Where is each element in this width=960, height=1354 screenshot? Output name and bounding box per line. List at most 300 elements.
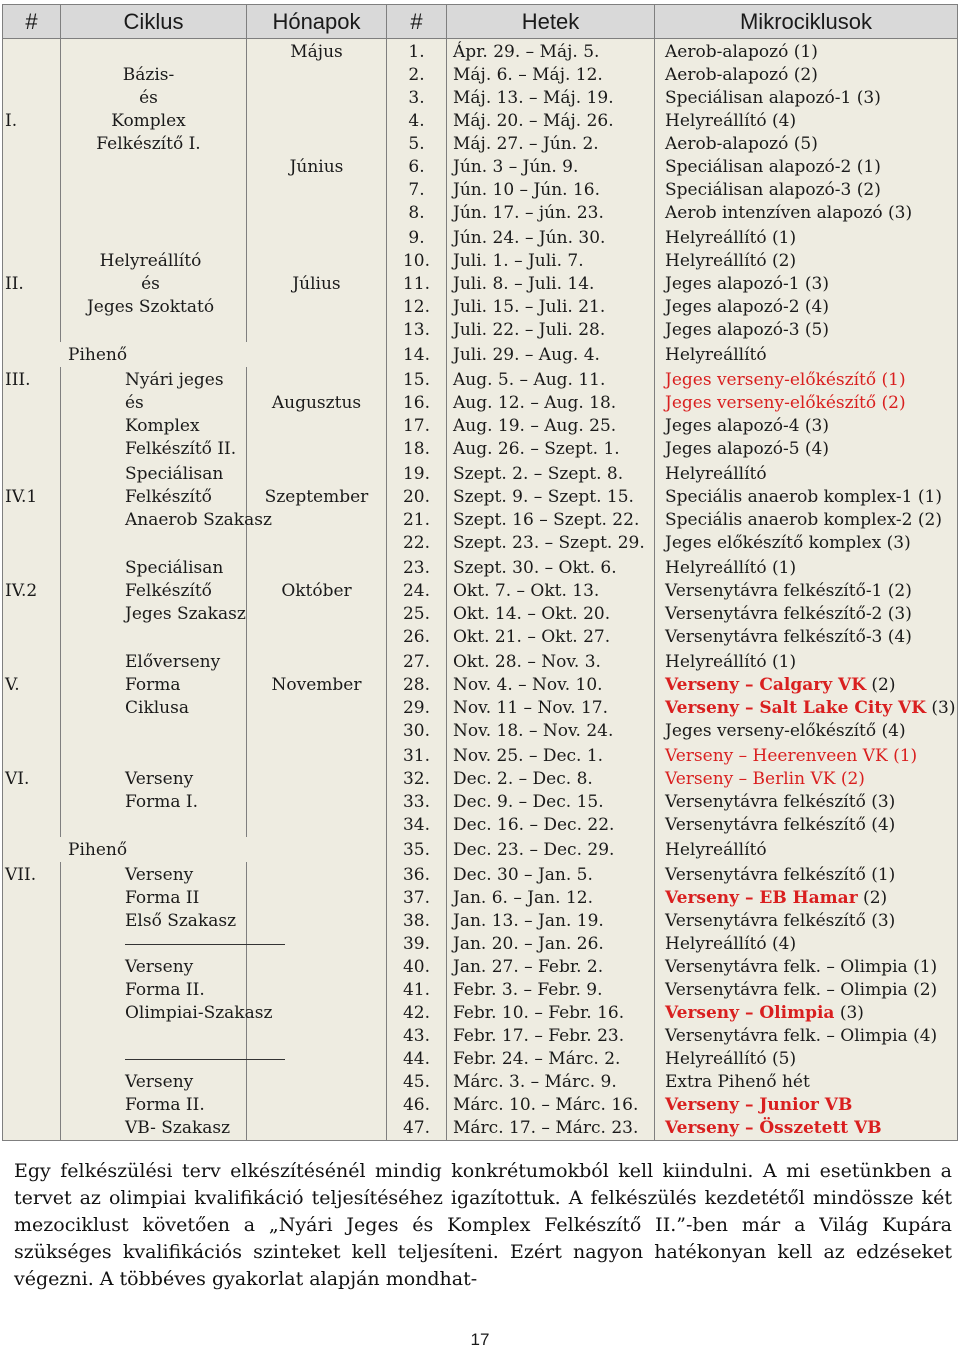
- microcycle-text: Verseny – Összetett VB: [665, 1118, 882, 1138]
- month-name: [247, 133, 386, 156]
- microcycle-text: Speciálisan alapozó-3 (2): [665, 180, 881, 200]
- microcycle-entry: [655, 64, 957, 87]
- rest-row: [3, 837, 958, 862]
- week-range: Szept. 16 – Szept. 22.: [453, 510, 640, 530]
- microcycle-text: Versenytávra felkészítő-2 (3): [665, 604, 912, 624]
- cycle-name-line: Speciálisan: [125, 464, 224, 484]
- week-range: Dec. 30 – Jan. 5.: [453, 865, 593, 885]
- week-range: Jún. 3 – Jún. 9.: [453, 157, 579, 177]
- week-range-cell: [447, 367, 655, 461]
- week-range: Szept. 9. – Szept. 15.: [453, 487, 634, 507]
- cycle-name-line: [61, 41, 246, 64]
- week-number: 22.: [402, 533, 431, 553]
- cycle-name-cell: [61, 367, 247, 461]
- cycle-number: IV.2: [5, 581, 38, 601]
- cycle-name-cell: [61, 649, 247, 743]
- week-range: Dec. 2. – Dec. 8.: [453, 769, 593, 789]
- month-name: November: [271, 675, 362, 695]
- rest-row: [3, 342, 958, 367]
- cycle-name-line: Verseny: [125, 769, 194, 789]
- cycle-number: III.: [5, 370, 31, 390]
- week-range: Márc. 17. – Márc. 23.: [453, 1118, 639, 1138]
- week-range: Szept. 30. – Okt. 6.: [453, 558, 617, 578]
- week-range-cell: [447, 649, 655, 743]
- cycle-name-line: VB- Szakasz: [125, 1118, 231, 1138]
- week-range: Nov. 4. – Nov. 10.: [453, 675, 603, 695]
- microcycle-entry: [655, 580, 957, 603]
- microcycle-entry: [655, 814, 957, 837]
- roman-cell: [3, 555, 61, 649]
- microcycle-text: Jeges előkészítő komplex (3): [665, 533, 911, 553]
- cycle-name-line: Verseny: [125, 1072, 194, 1092]
- microcycle-text: Helyreállító (5): [665, 1049, 797, 1069]
- week-range: Okt. 28. – Nov. 3.: [453, 652, 601, 672]
- week-range-cell: [447, 39, 655, 226]
- microcycle-entry: [655, 319, 957, 342]
- cycle-name-line: Jeges Szakasz: [125, 604, 246, 624]
- microcycle-entry: [655, 864, 957, 887]
- week-number: 47.: [402, 1118, 431, 1138]
- rest-cycle-cell: [3, 837, 387, 862]
- microcycle-entry: [655, 486, 957, 509]
- microcycle-text: Verseny – Salt Lake City VK: [665, 698, 926, 718]
- cycle-name-line: Jeges Szoktató: [86, 297, 215, 317]
- week-number-cell: [387, 555, 447, 649]
- cycle-number: V.: [5, 675, 20, 695]
- cycle-name-cell: [61, 225, 247, 342]
- microcycle-suffix: (2): [866, 675, 896, 695]
- week-range: Juli. 8. – Juli. 14.: [453, 274, 595, 294]
- week-number: 45.: [402, 1072, 431, 1092]
- microcycle-entry: [655, 956, 957, 979]
- microcycle-text: Verseny – Olimpia: [665, 1003, 835, 1023]
- week-range: Máj. 20. – Máj. 26.: [453, 111, 614, 131]
- microcycle-cell: [655, 555, 958, 649]
- week-range: Febr. 3. – Febr. 9.: [453, 980, 603, 1000]
- week-range-cell: [447, 342, 655, 367]
- week-range: Juli. 1. – Juli. 7.: [453, 251, 584, 271]
- cycle-number: [3, 64, 60, 87]
- week-number: 3.: [408, 88, 425, 108]
- week-range: Dec. 16. – Dec. 22.: [453, 815, 615, 835]
- week-number: 21.: [402, 510, 431, 530]
- month-cell: [247, 39, 387, 226]
- microcycle-text: Versenytávra felkészítő-3 (4): [665, 627, 912, 647]
- week-range: Okt. 7. – Okt. 13.: [453, 581, 600, 601]
- month-name: Július: [292, 274, 341, 294]
- microcycle-entry: [655, 626, 957, 649]
- week-number-cell: [387, 39, 447, 226]
- cycle-name-line: Verseny: [125, 865, 194, 885]
- week-number: 30.: [402, 721, 431, 741]
- roman-cell: [3, 367, 61, 461]
- week-number-cell: [387, 367, 447, 461]
- microcycle-text: Jeges alapozó-1 (3): [665, 274, 830, 294]
- cycle-name-line: [61, 1025, 246, 1048]
- microcycle-entry: [655, 250, 957, 273]
- microcycle-text: Versenytávra felkészítő (4): [665, 815, 896, 835]
- week-range: Aug. 5. – Aug. 11.: [453, 370, 606, 390]
- week-range: Nov. 11 – Nov. 17.: [453, 698, 608, 718]
- week-range: Jan. 6. – Jan. 12.: [453, 888, 593, 908]
- cycle-number: [3, 87, 60, 110]
- header-mikrociklusok: Mikrociklusok: [655, 5, 958, 39]
- roman-cell: [3, 39, 61, 226]
- week-range: Máj. 27. – Jún. 2.: [453, 134, 599, 154]
- microcycle-entry: [655, 392, 957, 415]
- week-range: Ápr. 29. – Máj. 5.: [453, 42, 600, 62]
- microcycle-cell: [655, 461, 958, 555]
- week-number: 14.: [402, 345, 431, 365]
- cycle-name-cell: [61, 39, 247, 226]
- microcycle-cell: [655, 342, 958, 367]
- week-range: Juli. 29. – Aug. 4.: [453, 345, 600, 365]
- month-name: Május: [290, 42, 343, 62]
- week-number: 7.: [408, 180, 425, 200]
- microcycle-text: Versenytávra felk. – Olimpia (4): [665, 1026, 938, 1046]
- week-number: 40.: [402, 957, 431, 977]
- microcycle-text: Extra Pihenő hét: [665, 1072, 810, 1092]
- cycle-name-line: Ciklusa: [125, 698, 189, 718]
- week-number: 8.: [408, 203, 425, 223]
- month-cell: [247, 367, 387, 461]
- microcycle-entry: [655, 768, 957, 791]
- microcycle-text: Aerob-alapozó (1): [665, 42, 818, 62]
- microcycle-suffix: (2): [857, 888, 888, 908]
- cycle-name-line: Forma II: [125, 888, 200, 908]
- cycle-name-line: Olimpiai-Szakasz: [125, 1003, 273, 1023]
- week-range: Máj. 13. – Máj. 19.: [453, 88, 614, 108]
- cycle-number: [3, 463, 60, 486]
- microcycle-entry: [655, 557, 957, 580]
- cycle-name-line: Helyreállító: [99, 251, 202, 271]
- week-number: 4.: [408, 111, 425, 131]
- week-range: Aug. 26. – Szept. 1.: [453, 439, 620, 459]
- training-plan-table: [2, 4, 958, 1141]
- month-name: Október: [281, 581, 352, 601]
- microcycle-cell: [655, 649, 958, 743]
- cycle-name-line: Első Szakasz: [125, 911, 237, 931]
- month-cell: [247, 555, 387, 649]
- roman-cell: [3, 862, 61, 1141]
- microcycle-entry: [655, 202, 957, 225]
- week-number: 23.: [402, 558, 431, 578]
- plan-body: [3, 39, 958, 1141]
- microcycle-entry: [655, 697, 957, 720]
- week-number: 36.: [402, 865, 431, 885]
- week-range: Nov. 25. – Dec. 1.: [453, 746, 604, 766]
- microcycle-text: Speciális anaerob komplex-2 (2): [665, 510, 942, 530]
- microcycle-text: Aerob intenzíven alapozó (3): [665, 203, 913, 223]
- cycle-separator: [61, 1048, 246, 1071]
- week-number: 27.: [402, 652, 431, 672]
- microcycle-text: Helyreállító: [665, 840, 767, 860]
- month-name: [247, 87, 386, 110]
- microcycle-text: Verseny – Junior VB: [665, 1095, 853, 1115]
- microcycle-text: Helyreállító: [665, 345, 767, 365]
- microcycle-text: Helyreállító (1): [665, 558, 797, 578]
- microcycle-entry: [655, 227, 957, 250]
- cycle-name-line: Előverseny: [125, 652, 221, 672]
- microcycle-entry: [655, 720, 957, 743]
- roman-cell: [3, 461, 61, 555]
- cycle-name-line: és: [139, 88, 158, 108]
- week-number: 44.: [402, 1049, 431, 1069]
- cycle-row: [3, 367, 958, 461]
- page-number: 17: [470, 1330, 490, 1349]
- week-number-cell: [387, 225, 447, 342]
- week-range-cell: [447, 837, 655, 862]
- week-number: 43.: [402, 1026, 431, 1046]
- week-range: Jún. 10 – Jún. 16.: [453, 180, 601, 200]
- header-hash: #: [3, 5, 61, 39]
- month-name: [247, 64, 386, 87]
- week-number: 28.: [402, 675, 431, 695]
- separator-line: [125, 944, 285, 945]
- month-name: Augusztus: [271, 393, 362, 413]
- month-cell: [247, 225, 387, 342]
- cycle-number: [3, 227, 60, 250]
- microcycle-text: Helyreállító (2): [665, 251, 797, 271]
- week-range: Jan. 27. – Febr. 2.: [453, 957, 604, 977]
- microcycle-entry: [655, 933, 957, 956]
- week-range-cell: [447, 743, 655, 837]
- week-range: Febr. 10. – Febr. 16.: [453, 1003, 625, 1023]
- month-name: Június: [289, 157, 344, 177]
- microcycle-text: Jeges verseny-előkészítő (2): [665, 393, 906, 413]
- microcycle-text: Versenytávra felk. – Olimpia (1): [665, 957, 938, 977]
- microcycle-entry: [655, 1094, 957, 1117]
- microcycle-entry: [655, 1048, 957, 1071]
- week-range: Juli. 22. – Juli. 28.: [453, 320, 606, 340]
- microcycle-entry: [655, 1117, 957, 1140]
- cycle-number: I.: [5, 111, 18, 131]
- week-number: 24.: [402, 581, 431, 601]
- week-range: Okt. 14. – Okt. 20.: [453, 604, 611, 624]
- cycle-name-line: Komplex: [125, 416, 200, 436]
- cycle-name-line: és: [125, 393, 144, 413]
- week-range-cell: [447, 225, 655, 342]
- microcycle-entry: [655, 87, 957, 110]
- microcycle-entry: [655, 979, 957, 1002]
- microcycle-entry: [655, 509, 957, 532]
- microcycle-entry: [655, 344, 957, 367]
- cycle-row: [3, 461, 958, 555]
- microcycle-cell: [655, 225, 958, 342]
- week-range: Dec. 23. – Dec. 29.: [453, 840, 615, 860]
- microcycle-entry: [655, 463, 957, 486]
- week-number: 38.: [402, 911, 431, 931]
- cycle-name-line: Speciálisan: [125, 558, 224, 578]
- microcycle-entry: [655, 532, 957, 555]
- cycle-name-cell: [61, 862, 273, 1141]
- microcycle-text: Jeges alapozó-4 (3): [665, 416, 830, 436]
- microcycle-text: Helyreállító (1): [665, 228, 797, 248]
- week-number: 46.: [402, 1095, 431, 1115]
- cycle-name-line: Komplex: [111, 111, 186, 131]
- cycle-name-line: Anaerob Szakasz: [125, 510, 272, 530]
- microcycle-cell: [655, 837, 958, 862]
- week-number: 32.: [402, 769, 431, 789]
- cycle-name-line: Forma: [125, 675, 181, 695]
- body-paragraph: [14, 1158, 952, 1293]
- microcycle-entry: [655, 110, 957, 133]
- microcycle-text: Aerob-alapozó (5): [665, 134, 818, 154]
- cycle-name-line: Felkészítő: [125, 581, 212, 601]
- week-number-cell: [387, 837, 447, 862]
- microcycle-text: Speciálisan alapozó-1 (3): [665, 88, 881, 108]
- microcycle-text: Speciális anaerob komplex-1 (1): [665, 487, 942, 507]
- week-number: 41.: [402, 980, 431, 1000]
- week-number: 37.: [402, 888, 431, 908]
- microcycle-text: Versenytávra felkészítő-1 (2): [665, 581, 912, 601]
- cycle-separator: [61, 933, 246, 956]
- cycle-name-line: Bázis-: [122, 65, 175, 85]
- microcycle-entry: [655, 156, 957, 179]
- week-range: Aug. 12. – Aug. 18.: [453, 393, 617, 413]
- microcycle-text: Jeges verseny-előkészítő (1): [665, 370, 906, 390]
- week-number: 31.: [402, 746, 431, 766]
- week-range: Márc. 3. – Márc. 9.: [453, 1072, 617, 1092]
- microcycle-cell: [655, 39, 958, 226]
- week-range-cell: [447, 555, 655, 649]
- week-number-cell: [387, 649, 447, 743]
- week-number: 26.: [402, 627, 431, 647]
- week-number: 42.: [402, 1003, 431, 1023]
- cycle-name-line: Felkészítő II.: [125, 439, 237, 459]
- microcycle-entry: [655, 839, 957, 862]
- week-range: Jan. 13. – Jan. 19.: [453, 911, 604, 931]
- microcycle-entry: [655, 603, 957, 626]
- header-hetek: Hetek: [447, 5, 655, 39]
- month-cell: [247, 649, 387, 743]
- microcycle-entry: [655, 1002, 957, 1025]
- cycle-number: [3, 745, 60, 768]
- microcycle-entry: [655, 438, 957, 461]
- week-number: 18.: [402, 439, 431, 459]
- month-name: [247, 250, 386, 273]
- header-ciklus: Ciklus: [61, 5, 247, 39]
- week-range: Febr. 24. – Márc. 2.: [453, 1049, 621, 1069]
- cycle-row: [3, 39, 958, 226]
- microcycle-entry: [655, 415, 957, 438]
- month-name: [247, 227, 386, 250]
- cycle-row: [3, 649, 958, 743]
- microcycle-text: Versenytávra felk. – Olimpia (2): [665, 980, 938, 1000]
- microcycle-cell: [655, 367, 958, 461]
- rest-label: Pihenő: [68, 345, 128, 365]
- week-range: Aug. 19. – Aug. 25.: [453, 416, 617, 436]
- week-number: 35.: [402, 840, 431, 860]
- microcycle-entry: [655, 179, 957, 202]
- week-number: 2.: [408, 65, 425, 85]
- month-name: [247, 557, 386, 580]
- microcycle-entry: [655, 369, 957, 392]
- week-number: 6.: [408, 157, 425, 177]
- week-number-cell: [387, 461, 447, 555]
- week-range: Márc. 10. – Márc. 16.: [453, 1095, 639, 1115]
- microcycle-suffix: (3): [834, 1003, 864, 1023]
- cycle-name-cell: [61, 461, 272, 555]
- microcycle-entry: [655, 1071, 957, 1094]
- week-range: Juli. 15. – Juli. 21.: [453, 297, 606, 317]
- week-range: Okt. 21. – Okt. 27.: [453, 627, 611, 647]
- microcycle-entry: [655, 133, 957, 156]
- week-number: 29.: [402, 698, 431, 718]
- week-range: Szept. 23. – Szept. 29.: [453, 533, 645, 553]
- cycle-number: IV.1: [5, 487, 38, 507]
- microcycle-suffix: (3): [925, 698, 956, 718]
- microcycle-entry: [655, 674, 957, 697]
- roman-cell: [3, 225, 61, 342]
- microcycle-text: Versenytávra felkészítő (3): [665, 792, 896, 812]
- roman-cell: [3, 649, 61, 743]
- week-number: 15.: [402, 370, 431, 390]
- microcycle-text: Helyreállító (1): [665, 652, 797, 672]
- cycle-name-line: [61, 227, 246, 250]
- week-range: Jan. 20. – Jan. 26.: [453, 934, 604, 954]
- week-number: 25.: [402, 604, 431, 624]
- week-range: Dec. 9. – Dec. 15.: [453, 792, 604, 812]
- cycle-name-line: és: [141, 274, 160, 294]
- month-name: Szeptember: [264, 487, 369, 507]
- microcycle-text: Aerob-alapozó (2): [665, 65, 818, 85]
- microcycle-text: Jeges verseny-előkészítő (4): [665, 721, 906, 741]
- cycle-number: [3, 557, 60, 580]
- cycle-number: [3, 250, 60, 273]
- microcycle-entry: [655, 296, 957, 319]
- week-number: 16.: [402, 393, 431, 413]
- microcycle-entry: [655, 41, 957, 64]
- microcycle-entry: [655, 910, 957, 933]
- week-range: Jún. 17. – jún. 23.: [453, 203, 604, 223]
- microcycle-cell: [655, 743, 958, 837]
- month-cell: [247, 743, 387, 837]
- microcycle-cell: [655, 862, 958, 1141]
- microcycle-text: Versenytávra felkészítő (3): [665, 911, 896, 931]
- month-cell: [247, 461, 387, 555]
- microcycle-text: Verseny – EB Hamar: [665, 888, 858, 908]
- week-range: Máj. 6. – Máj. 12.: [453, 65, 603, 85]
- header-row: [3, 5, 958, 39]
- paragraph-text: Egy felkészülési terv elkészítésénél mindig konkrétumokból kell kiindulni. A mi esetünkben a tervet az olimpiai kvalifikáció teljesítéséhez igazítottuk. A felkészülés kezdetétől mindössze két mezociklust követően a „Nyári Jeges és Komplex Felkészítő II.”-ben már a Világ Kupára szükséges kvalifikációs szinteket kell teljesíteni. Ezért nagyon hatékonyan kell az edzéseket végezni. A többéves gyakorlat alapján mondhat-: [14, 1160, 952, 1290]
- cycle-row: [3, 225, 958, 342]
- month-name: [247, 369, 386, 392]
- microcycle-entry: [655, 887, 957, 910]
- microcycle-text: Jeges alapozó-5 (4): [665, 439, 830, 459]
- week-number: 39.: [402, 934, 431, 954]
- roman-cell: [3, 743, 61, 837]
- microcycle-text: Speciálisan alapozó-2 (1): [665, 157, 881, 177]
- microcycle-text: Helyreállító: [665, 464, 767, 484]
- microcycle-entry: [655, 273, 957, 296]
- week-number: 33.: [402, 792, 431, 812]
- cycle-row: [3, 555, 958, 649]
- microcycle-text: Versenytávra felkészítő (1): [665, 865, 896, 885]
- rest-cycle-cell: [3, 342, 387, 367]
- cycle-name-line: Felkészítő I.: [96, 134, 201, 154]
- week-number: 11.: [402, 274, 431, 294]
- cycle-name-line: Forma II.: [125, 980, 205, 1000]
- cycle-name-line: Forma II.: [125, 1095, 205, 1115]
- week-number-cell: [387, 862, 447, 1141]
- month-name: [247, 463, 386, 486]
- week-number: 10.: [402, 251, 431, 271]
- week-number: 34.: [402, 815, 431, 835]
- cycle-name-line: Forma I.: [125, 792, 199, 812]
- cycle-name-line: Verseny: [125, 957, 194, 977]
- rest-label: Pihenő: [68, 840, 128, 860]
